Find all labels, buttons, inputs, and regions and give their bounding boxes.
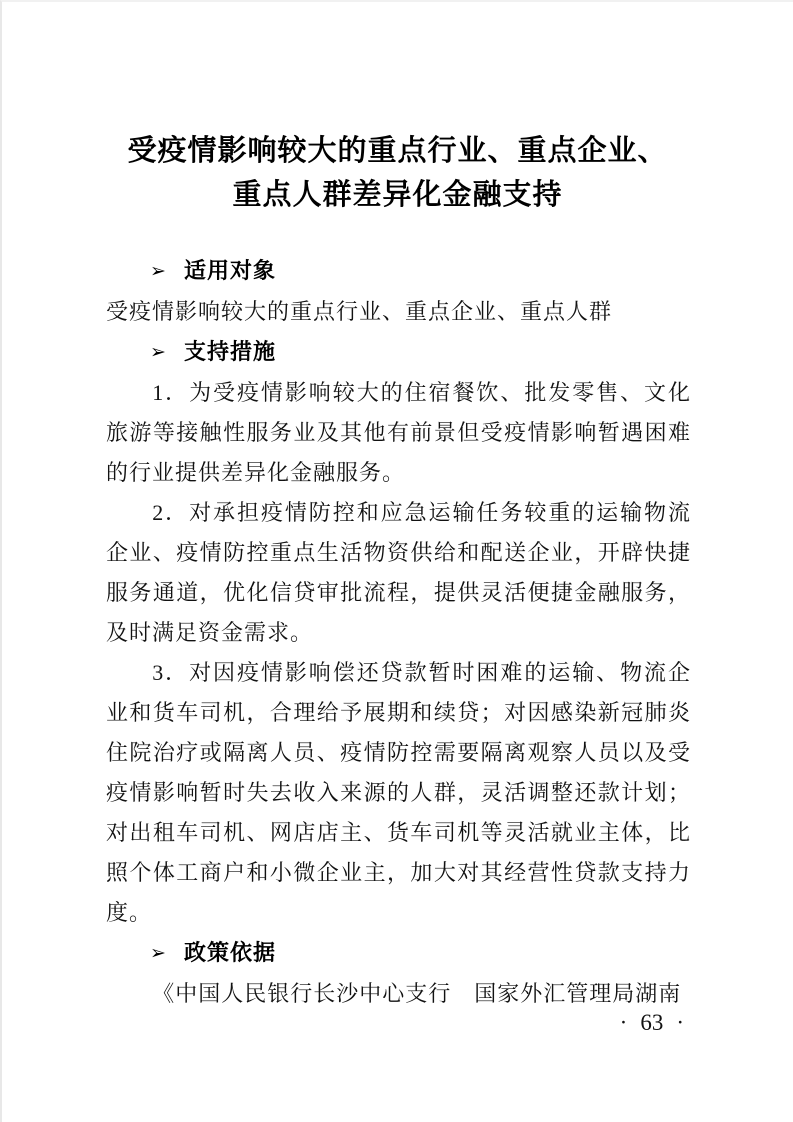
section-heading-label: 政策依据 [184, 940, 277, 965]
section-heading-applicable-targets [106, 251, 691, 292]
page-number-value: 63 [640, 1010, 664, 1035]
paragraph-applicable-targets: 受疫情影响较大的重点行业、重点企业、重点人群 [106, 299, 613, 324]
section-heading-label: 支持措施 [184, 339, 277, 364]
section-heading-policy-basis [106, 933, 691, 974]
document-title [2, 2, 793, 217]
page-number-left-dot: · [619, 1010, 628, 1035]
paragraph-policy-basis: 《中国人民银行长沙中心支行 国家外汇管理局湖南 [152, 981, 682, 1006]
paragraph-measure-1: 1．为受疫情影响较大的住宿餐饮、批发零售、文化旅游等接触性服务业及其他有前景但受疫情影响暂遇困难的行业提供差异化金融服务。 [106, 380, 691, 485]
arrow-bullet-icon: ➢ [150, 942, 167, 964]
title-line-1: 受疫情影响较大的重点行业、重点企业、 [127, 135, 668, 167]
section-heading-support-measures [106, 332, 691, 373]
arrow-bullet-icon: ➢ [150, 260, 167, 282]
section-heading-label: 适用对象 [184, 258, 277, 283]
title-line-2: 重点人群差异化金融支持 [232, 179, 563, 211]
paragraph-measure-2: 2．对承担疫情防控和应急运输任务较重的运输物流企业、疫情防控重点生活物资供给和配送企业，开辟快捷服务通道，优化信贷审批流程，提供灵活便捷金融服务，及时满足资金需求。 [106, 500, 691, 645]
document-body [106, 251, 691, 1014]
page-number-right-dot: · [676, 1010, 684, 1035]
page-number [620, 1010, 684, 1036]
paragraph-measure-3: 3．对因疫情影响偿还贷款暂时困难的运输、物流企业和货车司机，合理给予展期和续贷；对因感染新冠肺炎住院治疗或隔离人员、疫情防控需要隔离观察人员以及受疫情影响暂时失去收入来源的人群，灵活调整还款计划；对出租车司机、网店店主、货车司机等灵活就业主体，比照个体工商户和小微企业主，加大对其经营性贷款支持力度。 [106, 660, 691, 925]
arrow-bullet-icon: ➢ [150, 341, 167, 363]
